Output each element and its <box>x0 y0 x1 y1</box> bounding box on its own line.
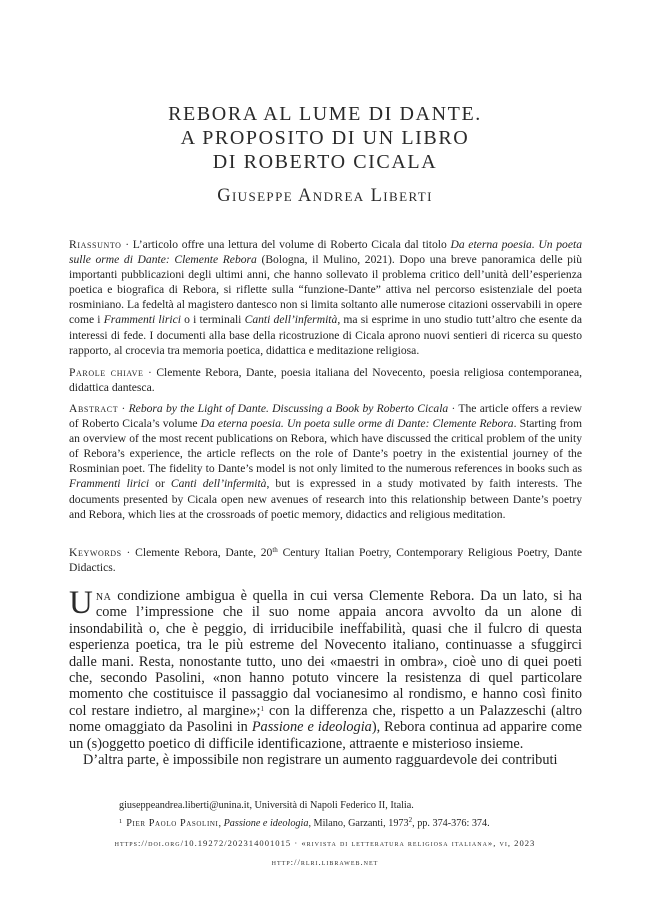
keywords-en-text-1: Clemente Rebora, Dante, 20 <box>135 546 273 559</box>
footnote-1-separator: , <box>218 818 224 829</box>
abstract-it-work-2: Canti dell’infermità <box>244 313 338 327</box>
keywords-en-separator: · <box>121 546 136 559</box>
body-text-2: con la differenza che, rispetto a un Palazzeschi (altro nome omaggiato da Pasolini in <box>69 702 582 736</box>
abstract-en-work-2: Canti dell’infermità <box>170 477 267 491</box>
body-paragraph-1 <box>69 585 582 752</box>
article-body <box>69 585 582 769</box>
footer-website-url[interactable]: http://rlri.libraweb.net <box>271 857 379 867</box>
article-title-line-3: DI ROBERTO CICALA <box>212 151 438 173</box>
abstract-it-text-4: , ma si esprime in uno studio tutt’altro che esente da interessi di fede. I documenti alla base della ricostruzione di Cicala aprono nuovi sentieri di ricerca su questo rapporto, al crocevia tra memoria poetica, didattica e meditazione religiosa. <box>69 313 583 357</box>
footnote-1-title: Passione e ideologia <box>223 818 309 829</box>
keywords-english <box>69 545 582 575</box>
abstract-en-text-1: The article offers a review of Roberto Cicala’s volume <box>69 402 582 431</box>
footer-doi-journal: https://doi.org/10.19272/202314001015 · «rivista di letteratura religiosa italiana», vi, 2023 <box>114 838 536 848</box>
footnote-1-text-1: , Milano, Garzanti, 1973 <box>308 818 409 829</box>
drop-cap: U <box>69 585 93 621</box>
body-smallcaps-opening: na <box>95 588 112 604</box>
body-paragraph-2: D’altra parte, è impossibile non registrare un aumento ragguardevole dei contributi <box>83 752 558 769</box>
keywords-en-text-2: Century Italian Poetry, Contemporary Religious Poetry, Dante Didactics. <box>69 546 582 575</box>
author-affiliation: giuseppeandrea.liberti@unina.it, Università di Napoli Federico II, Italia. <box>119 800 414 811</box>
footnote-1 <box>119 814 539 832</box>
abstract-english <box>69 401 582 522</box>
body-text-1: condizione ambigua è quella in cui versa Clemente Rebora. Da un lato, si ha come l’impressione che il suo nome appaia ancora avvolto da un alone di insondabilità o, che è peggio, di irriducibile ineffabilità, quasi che il fulcro di questa esperienza poetica, tra le più estreme del Novecento italiano, continuasse a sfuggirci dalle mani. Resta, nonostante tutto, uno dei «maestri in ombra», cioè uno di quei poeti che, secondo Pasolini, «non hanno potuto vincere la resistenza di quel particolare momento che costituisce il passaggio dal vocianesimo al rondismo, e hanno così finito col restare indietro, al margine»; <box>69 588 582 719</box>
footnote-reference-1[interactable]: 1 <box>260 704 265 713</box>
abstract-it-text-1: L’articolo offre una lettura del volume di Roberto Cicala dal titolo <box>132 238 451 251</box>
abstract-en-separator-2: · <box>448 402 459 415</box>
abstract-en-text-4: , but is expressed in a study motivated by faith interests. The documents presented by Cicala open new avenues of research into this relationship between Dante’s poetry and Rebora, which lies at the crossroads of poetic memory, didactics and religious meditation. <box>69 477 583 521</box>
article-title-line-1: REBORA AL LUME DI DANTE. <box>168 103 482 125</box>
abstract-it-label: Riassunto <box>69 238 122 251</box>
abstract-en-title: Rebora by the Light of Dante. Discussing a Book by Roberto Cicala <box>128 402 449 415</box>
footnotes <box>119 798 539 832</box>
abstract-en-work-1: Frammenti lirici <box>69 477 150 491</box>
keywords-en-label: Keywords <box>69 546 122 559</box>
keywords-en-superscript: th <box>272 546 278 554</box>
keywords-it-label: Parole chiave <box>69 366 144 379</box>
keywords-it-separator: · <box>143 366 157 379</box>
abstract-en-text-3: or <box>149 477 171 491</box>
footnote-1-edition-superscript: 2 <box>408 816 413 824</box>
body-text-3: ), Rebora continua ad apparire come un (s)oggetto poetico di difficile identificazione, attraente e misterioso insieme. <box>69 719 582 752</box>
footnote-1-text-2: , pp. 374-376: 374. <box>412 818 490 829</box>
abstract-it-separator: · <box>121 238 133 251</box>
abstract-en-label: Abstract <box>69 402 119 415</box>
abstract-it-book-title: Da eterna poesia. Un poeta sulle orme di Dante: Clemente Rebora <box>69 238 582 267</box>
keywords-italian <box>69 365 582 395</box>
article-title-line-2: A PROPOSITO DI UN LIBRO <box>180 127 470 149</box>
author-name: Giuseppe Andrea Liberti <box>217 186 433 206</box>
abstract-en-text-2: . Starting from an overview of the most recent publications on Rebora, which have discussed the critical problem of the unity of Rebora’s experience, the article reflects on the role of Dante’s poetry in the existential journey of the Rosminian poet. The fidelity to Dante’s model is not only limited to the numerous references in books such as <box>69 417 582 476</box>
abstract-en-book-title: Da eterna poesia. Un poeta sulle orme di Dante: Clemente Rebora <box>200 417 514 431</box>
abstract-italian <box>69 237 582 358</box>
body-work-title: Passione e ideologia <box>251 719 372 736</box>
abstract-it-text-2: (Bologna, il Mulino, 2021). Dopo una breve panoramica delle più importanti pubblicazioni degli ultimi anni, che hanno sollevato il problema critico dell’unità dell’esperienza poetica e biografica di Rebora, si riflette sulla “funzione-Dante” attiva nel percorso esistenziale del poeta rosminiano. La fedeltà al magistero dantesco non si limita soltanto alle numerose citazioni osservabili in opere come i <box>69 253 582 327</box>
abstract-it-text-3: o i terminali <box>180 313 245 327</box>
abstract-en-separator: · <box>118 402 129 415</box>
keywords-it-text: Clemente Rebora, Dante, poesia italiana del Novecento, poesia religiosa contemporanea, didattica dantesca. <box>69 366 582 395</box>
footnote-1-author: Pier Paolo Pasolini <box>126 818 219 829</box>
abstract-it-work-1: Frammenti lirici <box>103 313 181 327</box>
footnote-1-number: 1 <box>119 818 123 825</box>
